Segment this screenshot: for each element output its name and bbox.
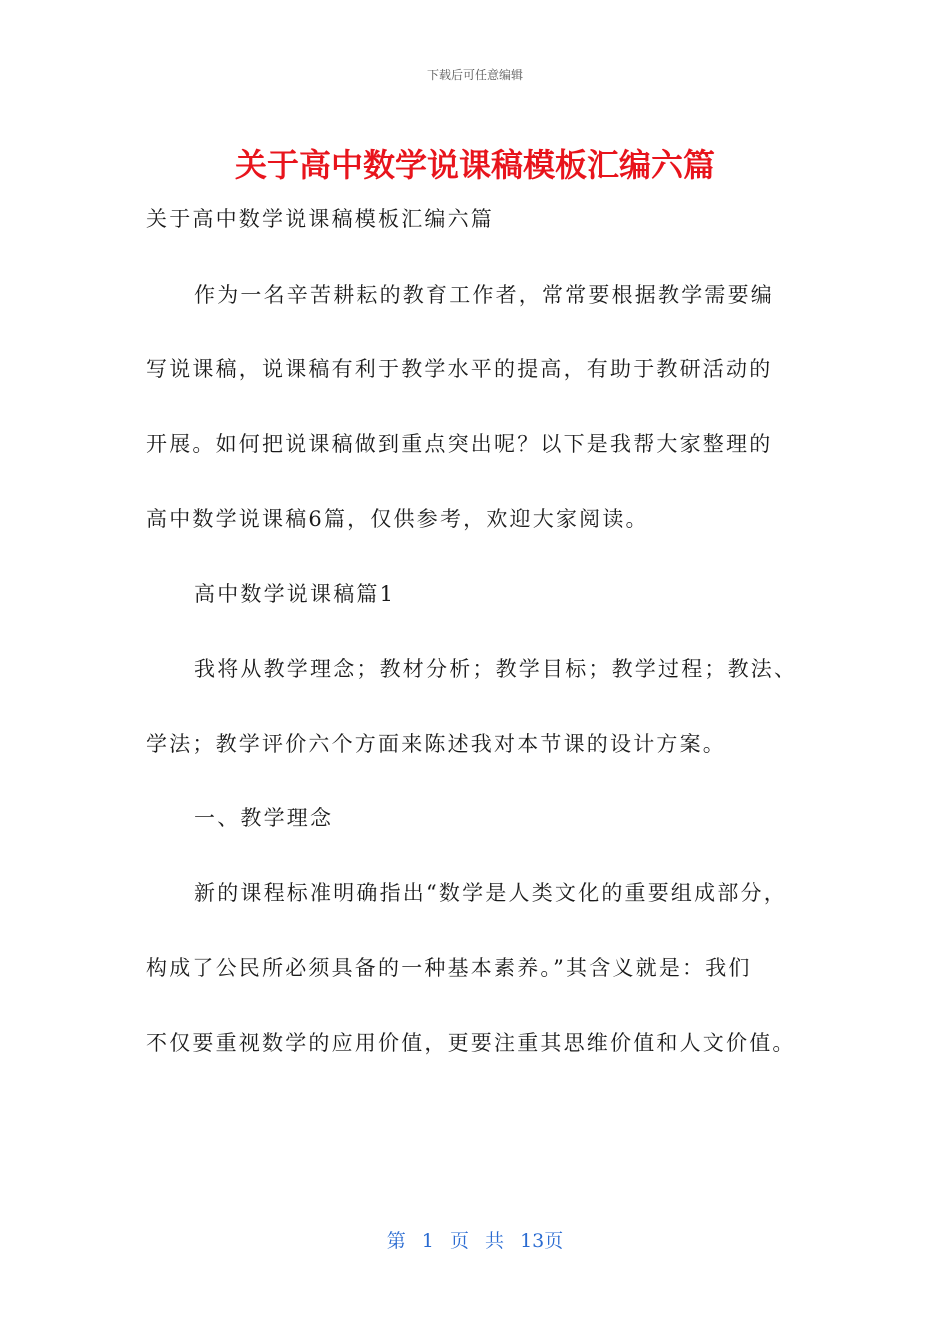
footer-page-number: 1	[421, 1230, 434, 1252]
footer-total-pages: 13页	[520, 1230, 564, 1252]
document-title: 关于高中数学说课稿模板汇编六篇	[234, 146, 715, 184]
section-heading: 一、教学理念	[194, 806, 334, 830]
page-footer	[0, 1226, 950, 1253]
paragraph-line: 作为一名辛苦耕耘的教育工作者，常常要根据教学需要编	[194, 283, 774, 307]
footer-page-prefix: 第	[386, 1230, 406, 1252]
paragraph-line: 写说课稿，说课稿有利于教学水平的提高，有助于教研活动的	[146, 357, 773, 381]
subtitle-line: 关于高中数学说课稿模板汇编六篇	[146, 207, 494, 231]
paragraph-line: 构成了公民所必须具备的一种基本素养。”其含义就是：我们	[146, 956, 752, 980]
paragraph-line: 开展。如何把说课稿做到重点突出呢？以下是我帮大家整理的	[146, 432, 773, 456]
header-note: 下载后可任意编辑	[426, 68, 523, 82]
footer-total-prefix: 共	[485, 1230, 505, 1252]
paragraph-line: 高中数学说课稿6篇，仅供参考，欢迎大家阅读。	[146, 507, 649, 531]
section-heading: 高中数学说课稿篇1	[194, 582, 396, 606]
footer-page-mid: 页	[449, 1230, 469, 1252]
paragraph-line: 我将从教学理念；教材分析；教学目标；教学过程；教法、	[194, 657, 798, 681]
paragraph-line: 不仅要重视数学的应用价值，更要注重其思维价值和人文价值。	[146, 1031, 796, 1055]
paragraph-line: 学法；教学评价六个方面来陈述我对本节课的设计方案。	[146, 732, 726, 756]
paragraph-line: 新的课程标准明确指出“数学是人类文化的重要组成部分，	[194, 881, 787, 905]
